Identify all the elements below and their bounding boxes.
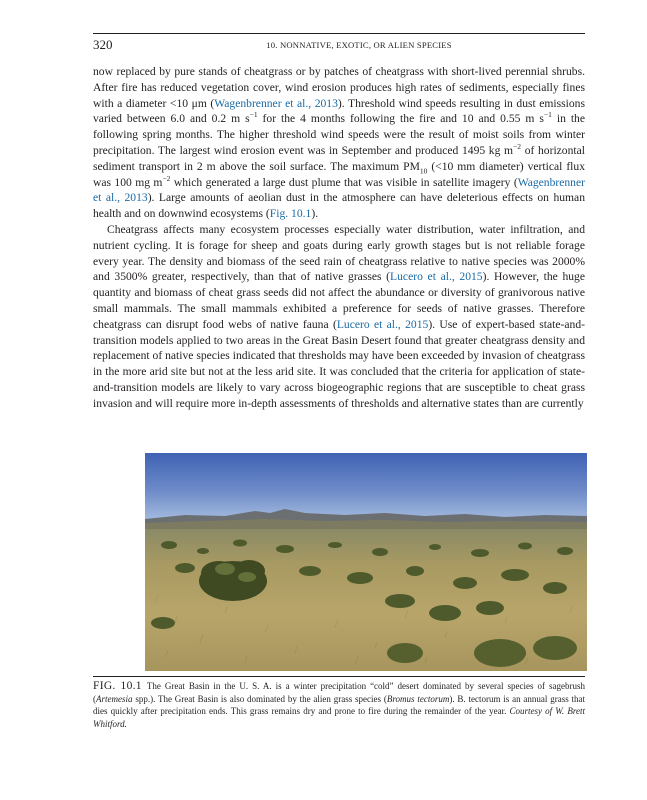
caption-italic: Artemesia xyxy=(96,693,133,704)
photo-credit: Courtesy of W. Brett Whitford. xyxy=(93,706,585,729)
text-run: ). Use of expert-based state-and-transition models applied to two areas in the Great Basin Desert found that greater cheatgrass density and replacement of native species indicated that thresholds may have been exceeded by invasion of cheatgrass in the more arid site but not at the less arid site. It was concluded that the criteria for application of state-and-transition models are likely to vary across biogeographic regions that are susceptible to cheat grass invasion and will require more in-depth assessments of thresholds and alternative states than are currently xyxy=(93,317,585,410)
caption-text: spp.). The Great Basin is also dominated by the alien grass species ( xyxy=(132,693,387,704)
running-head: 10. NONNATIVE, EXOTIC, OR ALIEN SPECIES xyxy=(266,40,452,50)
figure-photo xyxy=(145,453,587,671)
caption-rule xyxy=(93,676,585,677)
figure-caption xyxy=(93,680,585,730)
text-run: now replaced by pure stands of cheatgrass or by patches of cheatgrass with short-lived perennial shrubs. After fire has reduced vegetation cover, wind erosion produces high rates of sediments, especially fines with a diameter <10 μm ( xyxy=(93,65,585,110)
landscape-photo xyxy=(145,453,587,671)
body-text xyxy=(93,64,585,412)
text-run: of horizontal sediment transport in 2 m above the soil surface. The maximum PM xyxy=(93,143,585,173)
caption-text: ). B. tectorum is an annual grass that dies quickly after precipitation ends. This grass remains dry and prone to fire during the remainder of the year. xyxy=(93,693,586,717)
superscript: −1 xyxy=(543,110,552,120)
superscript: −2 xyxy=(513,142,522,152)
text-run: (<10 mm diameter) vertical flux was 100 mg m xyxy=(93,159,585,189)
paragraph-1 xyxy=(93,64,585,222)
text-run: which generated a large dust plume that was visible in satellite imagery ( xyxy=(170,175,518,189)
subscript: 10 xyxy=(419,166,428,176)
citation-link[interactable]: Lucero et al., 2015 xyxy=(390,270,483,284)
text-run: ). Large amounts of aeolian dust in the atmosphere can have deleterious effects on human health and on downwind ecosystems ( xyxy=(93,191,586,221)
text-run: ). However, the huge quantity and biomass of cheat grass seeds did not affect the abundance or diversity of granivorous native small mammals. The small mammals exhibited a preference for seeds of native grasses. Therefore cheatgrass can disrupt food webs of native fauna ( xyxy=(93,270,585,331)
superscript: −2 xyxy=(162,173,171,183)
text-run: in the following spring months. The higher threshold wind speeds were the result of moist soils from winter precipitation. The largest wind erosion event was in September and produced 1495 kg m xyxy=(93,112,585,157)
superscript: −1 xyxy=(249,110,258,120)
caption-italic: Bromus tectorum xyxy=(386,693,450,704)
figure-link[interactable]: Fig. 10.1 xyxy=(269,207,312,221)
text-run: ). xyxy=(311,207,319,221)
sky xyxy=(145,453,587,523)
citation-link[interactable]: Wagenbrenner et al., 2013 xyxy=(93,175,585,205)
paragraph-2 xyxy=(93,222,585,412)
citation-link[interactable]: Lucero et al., 2015 xyxy=(336,317,429,331)
caption-text: The Great Basin in the U. S. A. is a winter precipitation “cold” desert dominated by several species of sagebrush ( xyxy=(93,681,585,704)
text-run: Cheatgrass affects many ecosystem processes especially water distribution, water infiltration, and nutrient cycling. It is forage for sheep and goats during early growth stages but is not reliable forage every year. The density and biomass of the seed rain of cheatgrass relative to native species was 2000% and 3500% greater, respectively, than that of native grasses ( xyxy=(93,222,585,284)
citation-link[interactable]: Wagenbrenner et al., 2013 xyxy=(214,96,338,110)
figure-label: FIG. 10.1 xyxy=(93,680,142,692)
text-run: for the 4 months following the fire and 10 and 0.55 m s xyxy=(257,112,544,126)
running-header xyxy=(93,37,585,53)
text-run: ). Threshold wind speeds resulting in dust emissions varied between 6.0 and 0.2 m s xyxy=(93,96,585,126)
page-number: 320 xyxy=(93,37,113,52)
header-rule xyxy=(93,33,585,34)
